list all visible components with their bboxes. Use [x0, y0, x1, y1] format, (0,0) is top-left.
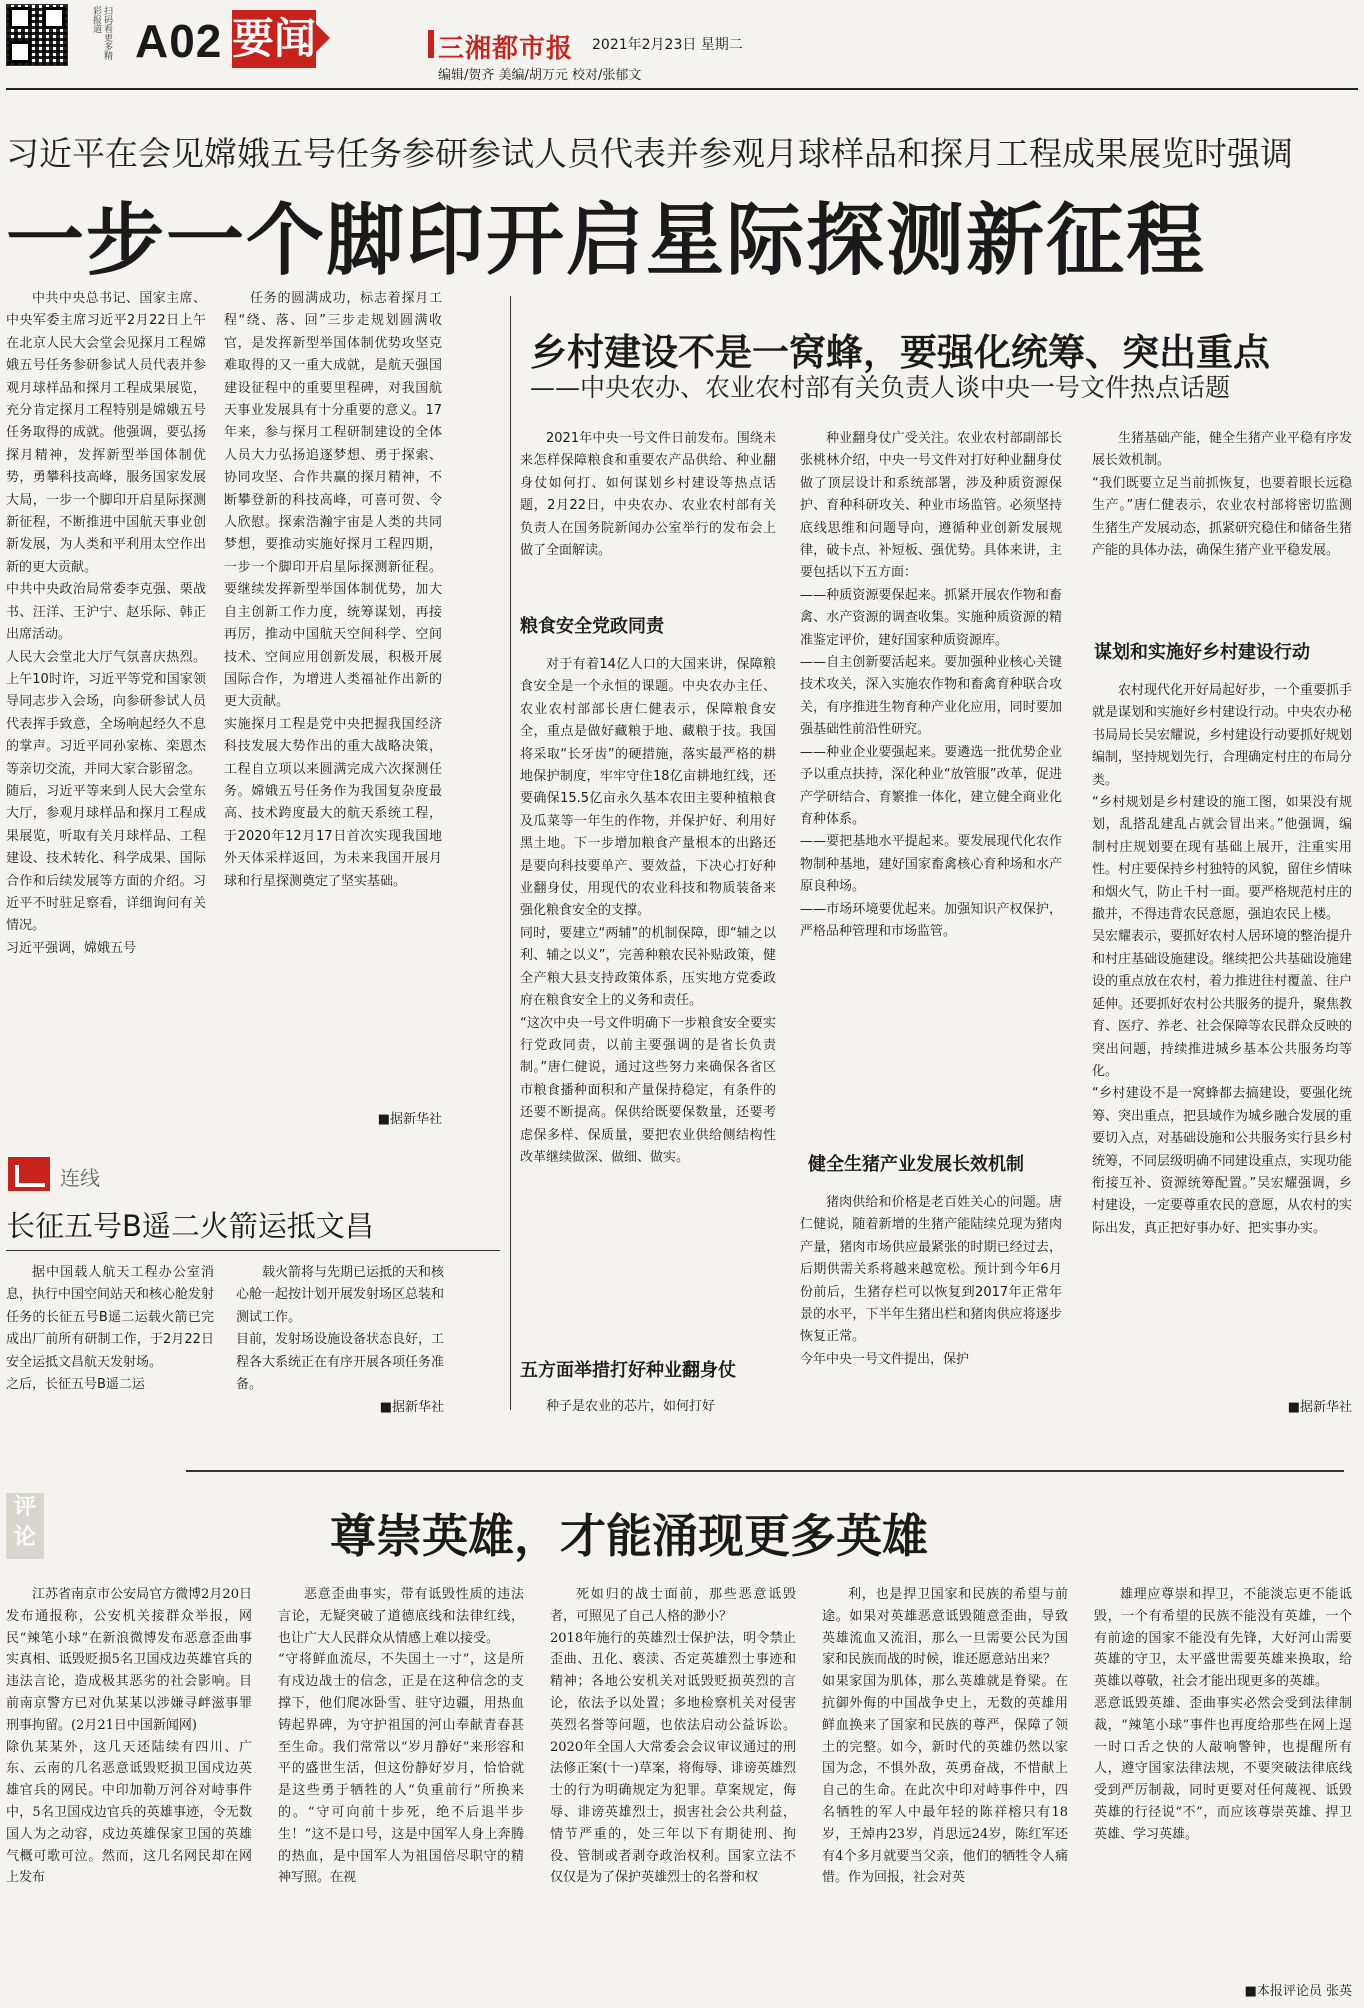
page-number: A02: [135, 15, 223, 67]
rural-subhead-grain: 粮食安全党政同责: [520, 616, 664, 637]
comment-column-3: 死如归的战士面前，那些恶意诋毁者，可照见了自己人格的渺小？ 2018年施行的英雄烈士保护法，明令禁止歪曲、丑化、亵渎、否定英雄烈士事迹和精神；各地公安机关对诋毁贬损英烈的言论，依法予以处置；多地检察机关对侵害英烈名誉等问题，也依法启动公益诉讼。2020年全国人大常委会会议审议通过的刑法修正案(十一)草案，将侮辱、诽谤英雄烈士的行为明确规定为犯罪。草案规定，侮辱、诽谤英雄烈士，损害社会公共利益，情节严重的，处三年以下有期徒刑、拘役、管制或者剥夺政治权利。国家立法不仅仅是为了保护英雄烈士的名誉和权: [550, 1587, 796, 1886]
rural-column-3b: 农村现代化开好局起好步，一个重要抓手就是谋划和实施好乡村建设行动。中央农办秘书局局长吴宏耀说，乡村建设行动要抓好规划编制，坚持规划先行，合理确定村庄的布局分类。 “乡村规划是乡村建设的施工图，如果没有规划，乱搭乱建乱占就会冒出来。”他强调，编制村庄规划要在现有基础上展开，注重实用性。村庄要保持乡村独特的风貌，留住乡情味和烟火气，防止千村一面。要严格规范村庄的撤并，不得违背农民意愿，强迫农民上楼。 吴宏耀表示，要抓好农村人居环境的整治提升和村庄基础设施建设。继续把公共基础设施建设的重点放在农村，着力推进往村覆盖、往户延伸。还要抓好农村公共服务的提升，聚焦教育、医疗、养老、社会保障等农民群众反映的突出问题，持续推进城乡基本公共服务均等化。 “乡村建设不是一窝蜂都去搞建设，要强化统筹、突出重点，把县域作为城乡融合发展的重要切入点，对基础设施和公共服务实行县乡村统筹，不同层级明确不同建设重点，实现功能衔接互补、资源统筹配置。”吴宏耀强调，乡村建设，一定要尊重农民的意愿，从农村的实际出发，真正把好事办好、把实事办实。: [1092, 683, 1352, 1236]
comment-column-5: 雄理应尊崇和捍卫，不能淡忘更不能诋毁，一个有希望的民族不能没有英雄，一个有前途的国家不能没有先锋，大好河山需要英雄的守卫，太平盛世需要英雄来换取，给英雄以尊敬，社会才能出现更多的英雄。 恶意诋毁英雄、歪曲事实必然会受到法律制裁，“辣笔小球”事件也再度给那些在网上逞一时口舌之快的人敲响警钟，也提醒所有人，遵守国家法律法规，不要突破法律底线受到严厉制裁，同时更要对任何蔑视、诋毁英雄的行径说“不”，而应该尊崇英雄、捍卫英雄、学习英雄。: [1094, 1587, 1352, 1842]
rural-subhead-seed: 五方面举措打好种业翻身仗: [520, 1360, 736, 1381]
rural-subhead-pig: 健全生猪产业发展长效机制: [808, 1154, 1024, 1175]
comment-column-2: 恶意歪曲事实，带有诋毁性质的违法言论，无疑突破了道德底线和法律红线，也让广大人民群众从情感上难以接受。 “守将鲜血流尽，不失国土一寸”，这是所有戍边战士的信念，正是在这种信念的支撑下，他们爬冰卧雪、驻守边疆，用热血铸起界碑，为守护祖国的河山奉献青春甚至生命。我们常常以“岁月静好”来形容和平的盛世生活，但这份静好岁月，恰恰就是这些勇于牺牲的人“负重前行”所换来的。“守可向前十步死，绝不后退半步生！”这不是口号，这是中国军人身上奔腾的热血，是中国军人为祖国倍尽职守的精神写照。在视: [278, 1587, 524, 1886]
rural-credit: ■据新华社: [1287, 1400, 1352, 1415]
brief-tag: 连线: [60, 1166, 100, 1190]
column-divider: [510, 296, 511, 1410]
brief-credit: ■据新华社: [379, 1400, 444, 1415]
section-label: 要闻: [232, 10, 316, 68]
qr-code[interactable]: [6, 4, 68, 66]
brief-title: 长征五号B遥二火箭运抵文昌: [6, 1209, 374, 1243]
comment-rule: [186, 1470, 1344, 1472]
news-link-icon: [8, 1157, 50, 1191]
rural-column-2b: 猪肉供给和价格是老百姓关心的问题。唐仁健说，随着新增的生猪产能陆续兑现为猪肉产量，猪肉市场供应最紧张的时期已经过去，后期供需关系将越来越宽松。预计到今年6月份前后，生猪存栏可以恢复到2017年正常年景的水平，下半年生猪出栏和猪肉供应将逐步恢复正常。 今年中央一号文件提出，保护: [800, 1195, 1062, 1367]
rural-subhead-village: 谋划和实施好乡村建设行动: [1094, 642, 1310, 663]
rural-subtitle: ——中央农办、农业农村部有关负责人谈中央一号文件热点话题: [530, 373, 1231, 402]
paper-name: 三湘都市报: [438, 34, 574, 64]
rural-intro: 2021年中央一号文件日前发布。围绕未来怎样保障粮食和重要农产品供给、种业翻身仗如何打、如何谋划乡村建设等热点话题，2月22日，中央农办、农业农村部有关负责人在国务院新闻办公室举行的发布会上做了全面解读。: [520, 431, 776, 559]
header-rule: [6, 88, 1358, 90]
lead-subtitle: 习近平在会见嫦娥五号任务参研参试人员代表并参观月球样品和探月工程成果展览时强调: [6, 134, 1293, 173]
paper-logo-icon: [428, 30, 434, 58]
section-arrow-icon: [316, 24, 330, 52]
comment-tag: 评论: [6, 1493, 44, 1559]
lead-column-1: 中共中央总书记、国家主席、中央军委主席习近平2月22日上午在北京人民大会堂会见探月工程嫦娥五号任务参研参试人员代表并参观月球样品和探月工程成果展览，充分肯定探月工程特别是嫦娥五号任务取得的成就。他强调，要弘扬探月精神，发挥新型举国体制优势，勇攀科技高峰，服务国家发展大局，一步一个脚印开启星际探测新征程，不断推进中国航天事业创新发展，为人类和平利用太空作出新的更大贡献。 中共中央政治局常委李克强、栗战书、汪洋、王沪宁、赵乐际、韩正出席活动。 人民大会堂北大厅气氛喜庆热烈。上午10时许，习近平等党和国家领导同志步入会场，向参研参试人员代表挥手致意，全场响起经久不息的掌声。习近平同孙家栋、栾恩杰等亲切交流，并同大家合影留念。 随后，习近平等来到人民大会堂东大厅，参观月球样品和探月工程成果展览，听取有关月球样品、工程建设、技术转化、科学成果、国际合作和后续发展等方面的介绍。习近平不时驻足察看，详细询问有关情况。 习近平强调，嫦娥五号: [6, 291, 206, 956]
rural-column-2: 种业翻身仗广受关注。农业农村部副部长张桃林介绍，中央一号文件对打好种业翻身仗做了顶层设计和系统部署，涉及种质资源保护、育种科研攻关、种业市场监管。必须坚持底线思维和问题导向，遵循种业创新发展规律，破卡点、补短板、强优势。具体来讲，主要包括以下五方面： ——种质资源要保起来。抓紧开展农作物和畜禽、水产资源的调查收集。实施种质资源的精准鉴定评价，建好国家种质资源库。 ——自主创新要活起来。要加强种业核心关键技术攻关，深入实施农作物和畜禽育种联合攻关，有序推进生物育种产业化应用，同时要加强基础性前沿性研究。 ——种业企业要强起来。要遴选一批优势企业予以重点扶持，深化种业“放管服”改革，促进产学研结合、育繁推一体化，建立健全商业化育种体系。 ——要把基地水平提起来。要发展现代化农作物制种基地，建好国家畜禽核心育种场和水产原良种场。 ——市场环境要优起来。加强知识产权保护，严格品种管理和市场监管。: [800, 431, 1062, 939]
comment-title: 尊崇英雄，才能涌现更多英雄: [330, 1509, 928, 1563]
comment-column-1: 江苏省南京市公安局官方微博2月20日发布通报称，公安机关接群众举报，网民“辣笔小球”在新浪微博发布恶意歪曲事实真相、诋毁贬损5名卫国戍边英雄官兵的违法言论，造成极其恶劣的社会影响。目前南京警方已对仇某某以涉嫌寻衅滋事罪刑事拘留。(2月21日中国新闻网) 除仇某某外，这几天还陆续有四川、广东、云南的几名恶意诋毁贬损卫国戍边英雄官兵的网民。中印加勒万河谷对峙事件中，5名卫国戍边官兵的英雄事迹，令无数国人为之动容，戍边英雄保家卫国的英雄气概可歌可泣。然而，这几名网民却在网上发布: [6, 1587, 252, 1886]
lead-column-2: 任务的圆满成功，标志着探月工程“绕、落、回”三步走规划圆满收官，是发挥新型举国体制优势攻坚克难取得的又一重大成就，是航天强国建设征程中的重要里程碑，对我国航天事业发展具有十分重要的意义。17年来，参与探月工程研制建设的全体人员大力弘扬追逐梦想、勇于探索、协同攻坚、合作共赢的探月精神，不断攀登新的科技高峰，可喜可贺、令人欣慰。探索浩瀚宇宙是人类的共同梦想，要推动实施好探月工程四期，一步一个脚印开启星际探测新征程。要继续发挥新型举国体制优势，加大自主创新工作力度，统筹谋划，再接再厉，推动中国航天空间科学、空间技术、空间应用创新发展，积极开展国际合作，为增进人类福祉作出新的更大贡献。 实施探月工程是党中央把握我国经济科技发展大势作出的重大战略决策，工程自立项以来圆满完成六次探测任务。嫦娥五号任务作为我国复杂度最高、技术跨度最大的航天系统工程，于2020年12月17日首次实现我国地外天体采样返回，为未来我国开展月球和行星探测奠定了坚实基础。: [224, 291, 442, 889]
rural-column-1-tail: 种子是农业的芯片，如何打好: [546, 1399, 716, 1414]
rural-column-1: 对于有着14亿人口的大国来讲，保障粮食安全是一个永恒的课题。中央农办主任、农业农村部部长唐仁健表示，保障粮食安全，重点是做好藏粮于地、藏粮于技。我国将采取“长牙齿”的硬措施，落实最严格的耕地保护制度，牢牢守住18亿亩耕地红线，还要确保15.5亿亩永久基本农田主要种植粮食及瓜菜等一年生的作物，并保护好、利用好黑土地。下一步增加粮食产量根本的出路还是要向科技要单产、要效益，下决心打好种业翻身仗，用现代的农业科技和物质装备来强化粮食安全的支撑。 同时，要建立“两辅”的机制保障，即“辅之以利、辅之以义”，完善种粮农民补贴政策，健全产粮大县支持政策体系，压实地方党委政府在粮食安全上的义务和责任。 “这次中央一号文件明确下一步粮食安全要实行党政同责，以前主要强调的是省长负责制。”唐仁健说，通过这些努力来确保各省区市粮食播种面积和产量保持稳定，有条件的还要不断提高。保供给既要保数量，还要考虑保多样、保质量，要把农业供给侧结构性改革继续做深、做细、做实。: [520, 657, 776, 1165]
comment-column-4: 利，也是捍卫国家和民族的希望与前途。如果对英雄恶意诋毁随意歪曲，导致英雄流血又流泪，那么一旦需要公民为国家和民族而战的时候，谁还愿意站出来？ 如果家国为肌体，那么英雄就是脊梁。在抗御外侮的中国战争史上，无数的英雄用鲜血换来了国家和民族的尊严，保障了领土的完整。如今，新时代的英雄仍然以家国为念，不惧外敌，英勇奋战，不惜献上自己的生命。在此次中印对峙事件中，四名牺牲的军人中最年轻的陈祥榕只有18岁，王焯冉23岁，肖思远24岁，陈红军还有4个多月就要当父亲，他们的牺牲令人痛惜。作为回报，社会对英: [822, 1587, 1068, 1886]
brief-rule: [6, 1250, 500, 1251]
qr-caption: 扫码看更多精彩报道: [91, 6, 112, 60]
rural-column-3a: 生猪基础产能，健全生猪产业平稳有序发展长效机制。 “我们既要立足当前抓恢复，也要着眼长远稳生产。”唐仁健表示，农业农村部将密切监测生猪生产发展动态，抓紧研究稳住和储备生猪产能的具体办法，确保生猪产业平稳发展。: [1092, 431, 1352, 559]
lead-credit: ■据新华社: [377, 1112, 442, 1127]
brief-column-1: 据中国载人航天工程办公室消息，执行中国空间站天和核心舱发射任务的长征五号B遥二运载火箭已完成出厂前所有研制工作，于2月22日安全运抵文昌航天发射场。 之后，长征五号B遥二运: [6, 1265, 214, 1393]
editors-line: 编辑/贺齐 美编/胡万元 校对/张郁文: [438, 68, 642, 83]
issue-date: 2021年2月23日 星期二: [592, 37, 743, 53]
comment-credit: ■本报评论员 张英: [1244, 1984, 1352, 1999]
lead-title: 一步一个脚印开启星际探测新征程: [6, 196, 1207, 286]
brief-column-2: 载火箭将与先期已运抵的天和核心舱一起按计划开展发射场区总装和测试工作。 目前，发射场设施设备状态良好，工程各大系统正在有序开展各项任务准备。: [236, 1265, 444, 1393]
rural-title: 乡村建设不是一窝蜂，要强化统筹、突出重点: [530, 331, 1270, 374]
